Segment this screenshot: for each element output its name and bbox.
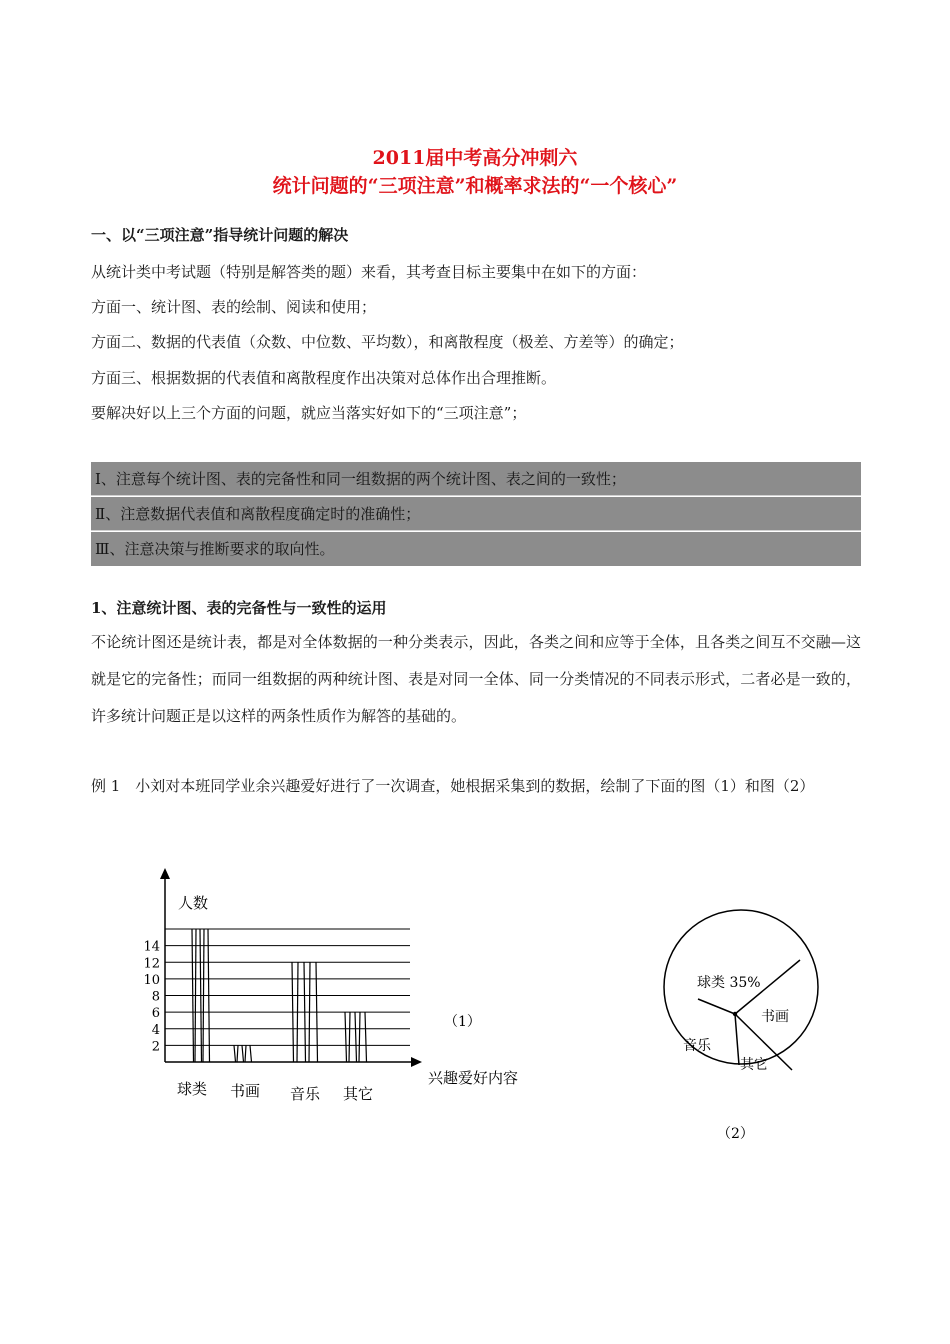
subsection-heading: 1、注意统计图、表的完备性与一致性的运用 — [91, 599, 387, 617]
title-line-2: 统计问题的“三项注意”和概率求法的“一个核心” — [272, 175, 678, 197]
y-tick-label: 10 — [143, 972, 160, 988]
y-axis-arrow — [160, 868, 170, 879]
bar-stroke — [355, 1012, 357, 1062]
paragraph: 方面一、统计图、表的绘制、阅读和使用； — [91, 298, 377, 316]
bar-stroke — [208, 929, 210, 1062]
bar-stroke — [316, 962, 318, 1062]
note-item: Ⅰ、注意每个统计图、表的完备性和同一组数据的两个统计图、表之间的一致性； — [91, 462, 861, 496]
bar-stroke — [359, 1012, 360, 1062]
pie-label-music: 音乐 — [683, 1038, 711, 1054]
bar — [345, 1012, 367, 1062]
y-tick-label: 14 — [143, 939, 160, 955]
paragraph: 方面二、数据的代表值（众数、中位数、平均数），和离散程度（极差、方差等）的确定； — [91, 333, 684, 351]
bar-stroke — [234, 1045, 236, 1062]
category-label: 球类 — [177, 1080, 208, 1098]
pie-label-balls: 球类 35% — [697, 975, 761, 991]
y-tick-label: 8 — [151, 989, 160, 1005]
bar-stroke — [309, 962, 310, 1062]
bar-stroke — [292, 962, 294, 1062]
bar-chart — [130, 865, 550, 1115]
y-axis-label: 人数 — [178, 894, 209, 912]
bar-stroke — [200, 929, 202, 1062]
bar-stroke — [195, 929, 196, 1062]
y-tick-label: 2 — [151, 1039, 160, 1055]
bar-stroke — [237, 1045, 238, 1062]
chart-caption: （1） — [444, 1014, 481, 1030]
example-text: 例 1 小刘对本班同学业余兴趣爱好进行了一次调查，她根据采集到的数据，绘制了下面的图（1）和图（2） — [91, 777, 815, 795]
category-label: 音乐 — [290, 1085, 321, 1103]
bar-stroke — [365, 1012, 367, 1062]
section-heading: 一、以“三项注意”指导统计问题的解决 — [91, 226, 349, 244]
title-line-1: 2011届中考高分冲刺六 — [372, 147, 578, 169]
paragraph: 方面三、根据数据的代表值和离散程度作出决策对总体作出合理推断。 — [91, 369, 557, 387]
category-label: 其它 — [343, 1085, 374, 1103]
bar-stroke — [349, 1012, 350, 1062]
pie-divider — [698, 999, 735, 1014]
bar-stroke — [203, 929, 204, 1062]
pie-divider — [735, 1014, 739, 1065]
bar-stroke — [242, 1045, 244, 1062]
y-tick-label: 6 — [151, 1006, 160, 1022]
subsection-body: 不论统计图还是统计表，都是对全体数据的一种分类表示，因此，各类之间和应等于全体，且各类之间互不交融—这就是它的完备性；而同一组数据的两种统计图、表是对同一全体、同一分类情况的不同表示形式，二者必是一致的，许多统计问题正是以这样的两条性质作为解答的基础的。 — [91, 633, 861, 725]
note-item: Ⅲ、注意决策与推断要求的取向性。 — [91, 532, 861, 566]
pie-center — [733, 1012, 737, 1016]
pie-label-painting: 书画 — [761, 1009, 789, 1025]
bar — [234, 1045, 252, 1062]
x-axis-label: 兴趣爱好内容 — [428, 1069, 519, 1087]
chart-caption: （2） — [717, 1126, 754, 1142]
pie-chart — [650, 895, 850, 1155]
paragraph: 从统计类中考试题（特别是解答类的题）来看，其考查目标主要集中在如下的方面： — [91, 263, 647, 281]
bar-stroke — [245, 1045, 246, 1062]
bar-stroke — [297, 962, 298, 1062]
category-label: 书画 — [230, 1082, 261, 1100]
y-tick-label: 12 — [143, 956, 160, 972]
x-axis-arrow — [411, 1057, 422, 1067]
bar-stroke — [304, 962, 306, 1062]
bar-stroke — [250, 1045, 252, 1062]
bar-stroke — [192, 929, 194, 1062]
bar-stroke — [345, 1012, 347, 1062]
paragraph: 要解决好以上三个方面的问题，就应当落实好如下的“三项注意”； — [91, 404, 527, 422]
y-tick-label: 4 — [151, 1022, 160, 1038]
pie-label-other: 其它 — [740, 1057, 768, 1073]
note-item: Ⅱ、注意数据代表值和离散程度确定时的准确性； — [91, 497, 861, 531]
